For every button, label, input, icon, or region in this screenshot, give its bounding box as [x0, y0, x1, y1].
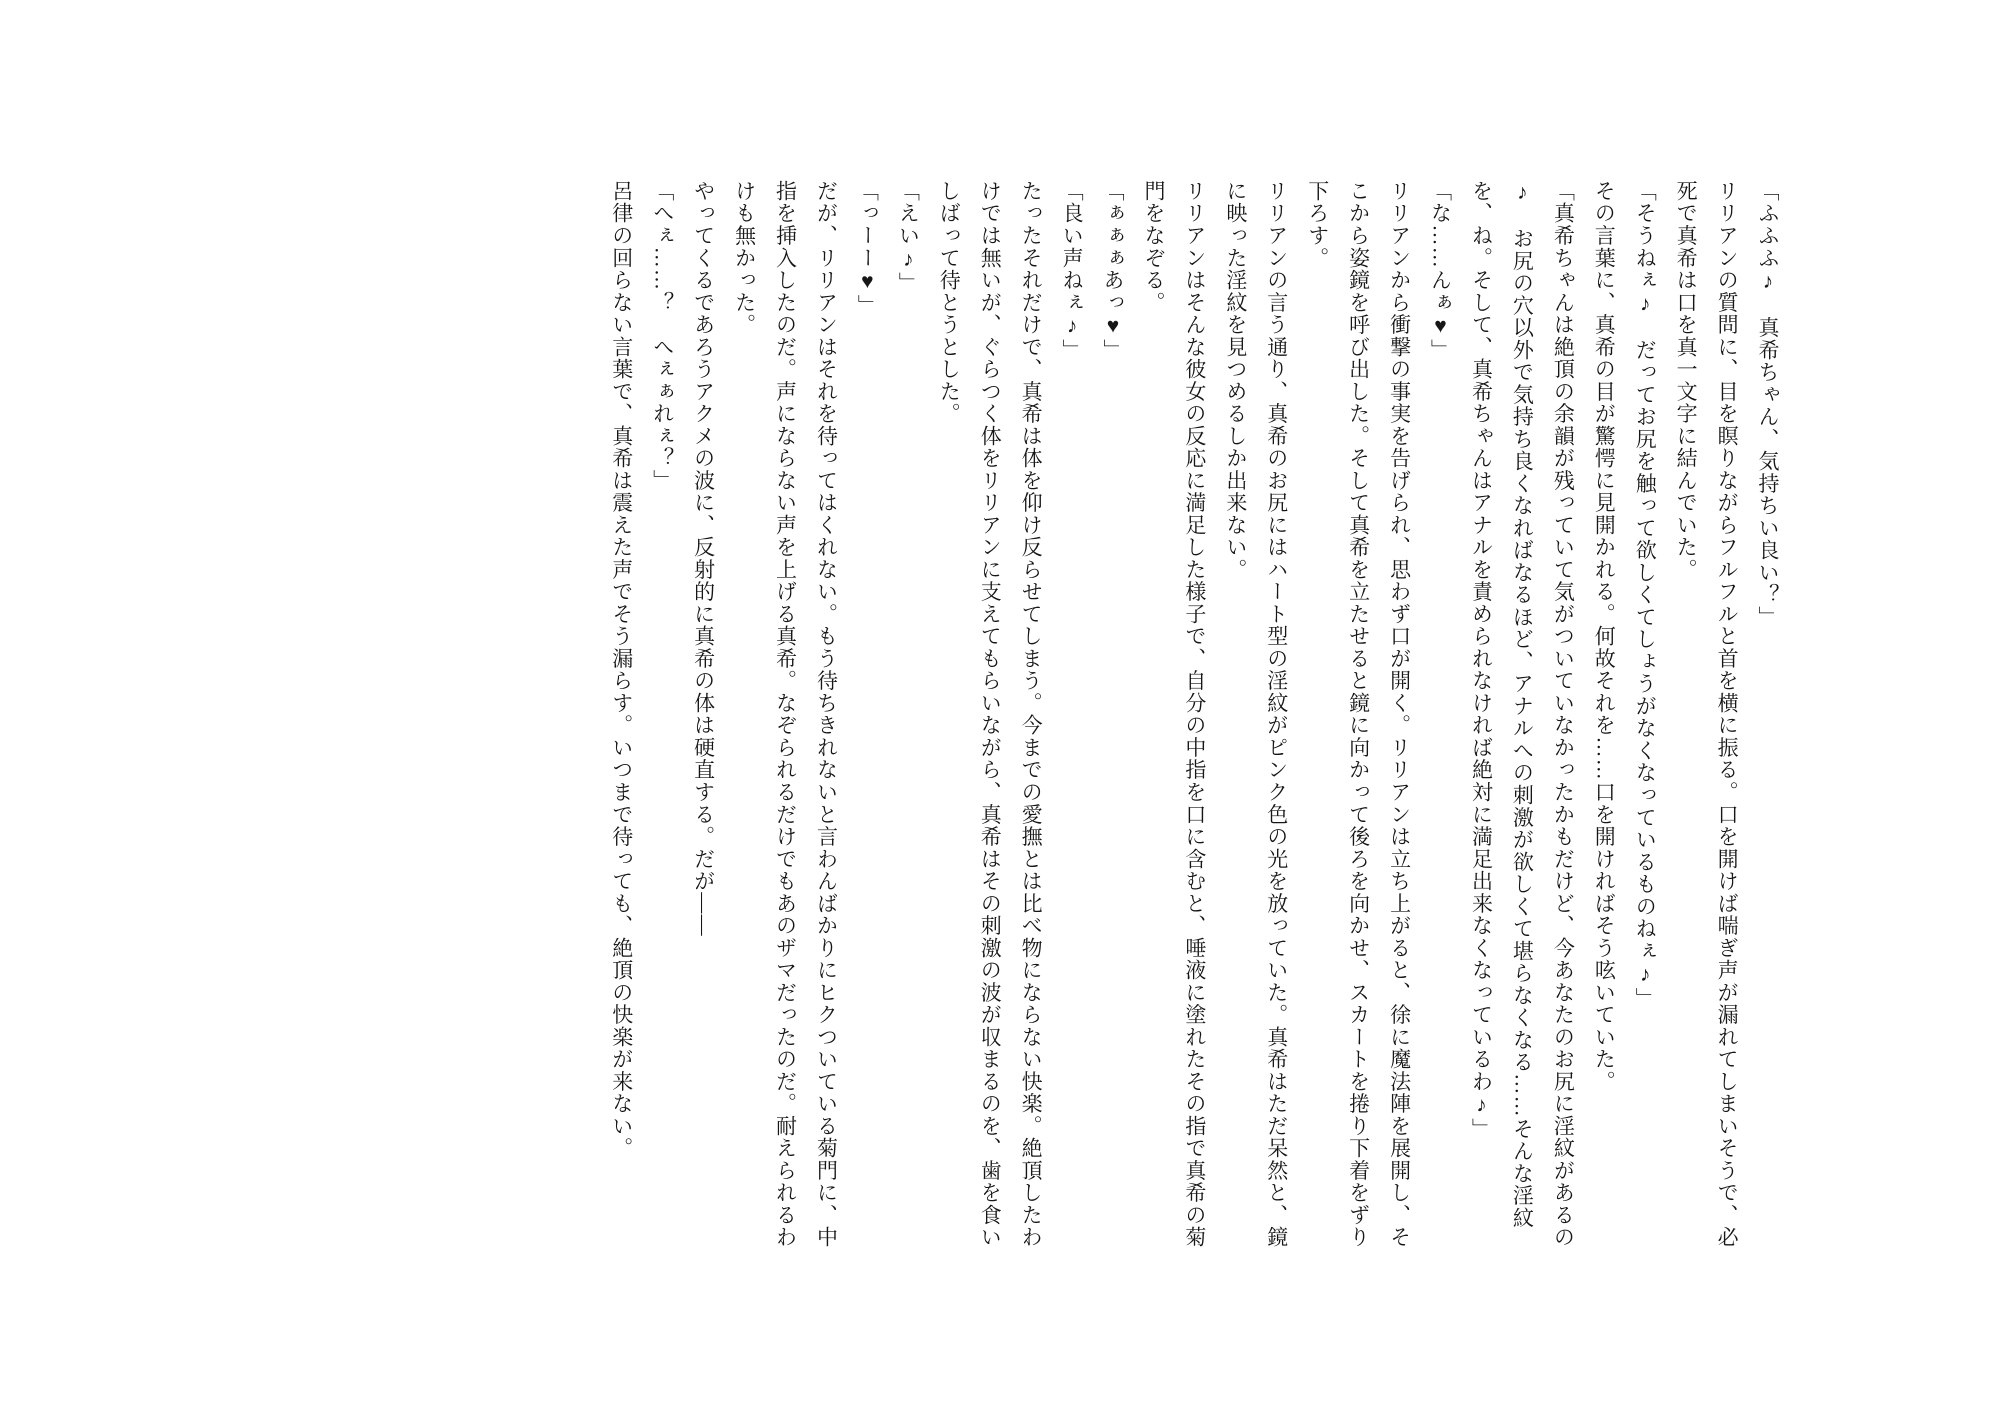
- paragraph: 「へぇ……？ へぇぁれぇ？」: [650, 180, 675, 492]
- paragraph: 「真希ちゃんは絶頂の余韻が残っていて気がついていなかったかもだけど、今あなたのお尻に淫紋があるの♪ お尻の穴以外で気持ち良くなればなるほど、アナルへの刺激が欲しくて堪らなくなる……そんな淫紋を、ね。そして、真希ちゃんはアナルを責められなければ絶対に満足出来なくなっているわ♪」: [1469, 180, 1576, 1249]
- paragraph: リリアンはそんな彼女の反応に満足した様子で、自分の中指を口に含むと、唾液に塗れたその指で真希の菊門をなぞる。: [1141, 180, 1207, 1249]
- paragraph: 「っーー♥」: [855, 180, 880, 317]
- paragraph: 「ぁぁぁあっ♥」: [1101, 180, 1125, 362]
- paragraph: 「ふふふ♪ 真希ちゃん、気持ちい良い？」: [1756, 180, 1780, 629]
- paragraph: リリアンから衝撃の事実を告げられ、思わず口が開く。リリアンは立ち上がると、徐に魔法陣を展開し、そこから姿鏡を呼び出した。そして真希を立たせると鏡に向かって後ろを向かせ、スカートを捲り下着をずり下ろす。: [1305, 180, 1412, 1249]
- paragraph: だが、リリアンはそれを待ってはくれない。もう待ちきれないと言わんばかりにヒクついている菊門に、中指を挿入したのだ。声にならない声を上げる真希。なぞられるだけでもあのザマだったのだ。耐えられるわけも無かった。: [732, 180, 839, 1249]
- paragraph: リリアンの質問に、目を瞑りながらフルフルと首を横に振る。口を開けば喘ぎ声が漏れてしまいそうで、必死で真希は口を真一文字に結んでいた。: [1674, 180, 1740, 1249]
- paragraph: たったそれだけで、真希は体を仰け反らせてしまう。今までの愛撫とは比べ物にならない快楽。絶頂したわけでは無いが、ぐらつく体をリリアンに支えてもらいながら、真希はその刺激の波が収まるのを、歯を食いしばって待とうとした。: [937, 180, 1044, 1249]
- vertical-text-body: [208, 180, 1788, 1260]
- paragraph: 「な……んぁ♥」: [1428, 180, 1453, 362]
- paragraph: 「えい♪」: [896, 180, 921, 295]
- paragraph: リリアンの言う通り、真希のお尻にはハート型の淫紋がピンク色の光を放っていた。真希はただ呆然と、鏡に映った淫紋を見つめるしか出来ない。: [1223, 180, 1289, 1249]
- paragraph: 「そうねぇ♪ だってお尻を触って欲しくてしょうがなくなっているものねぇ♪」: [1633, 180, 1658, 1010]
- paragraph: やってくるであろうアクメの波に、反射的に真希の体は硬直する。だが——: [691, 180, 716, 937]
- paragraph: 呂律の回らない言葉で、真希は震えた声でそう漏らす。いつまで待っても、絶頂の快楽が来ない。: [609, 180, 634, 1160]
- paragraph: 「良い声ねぇ♪」: [1060, 180, 1085, 362]
- paragraph: その言葉に、真希の目が驚愕に見開かれる。何故それを……口を開ければそう呟いていた。: [1592, 180, 1617, 1093]
